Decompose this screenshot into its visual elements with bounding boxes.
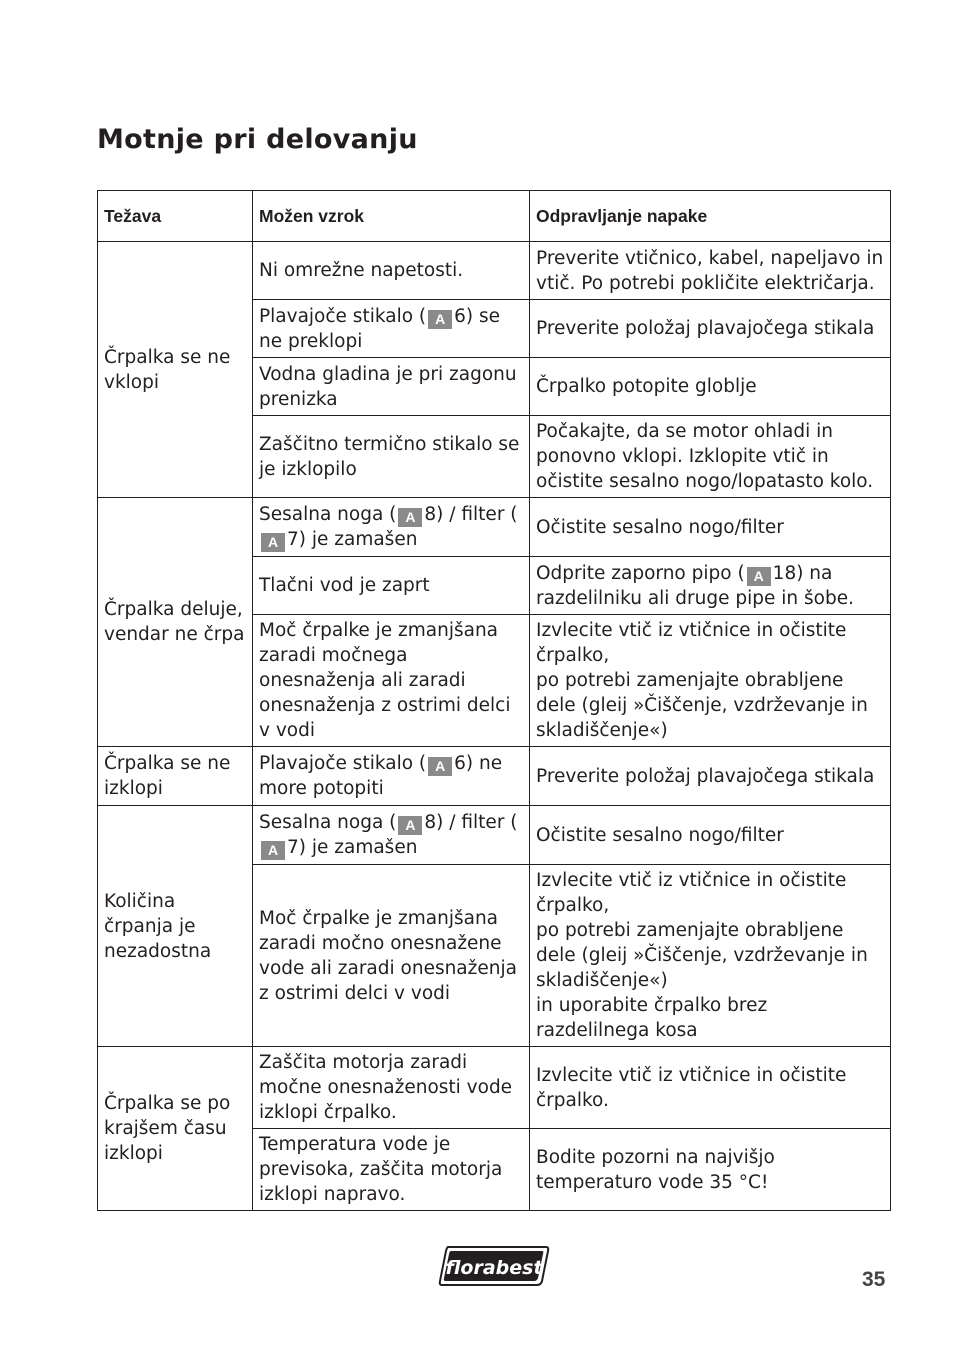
fix-text: Počakajte, da se motor ohladi in ponovno vklopi. Izklopite vtič in očistite sesalno nogo/lopatasto kolo. bbox=[536, 421, 874, 492]
fix-cell bbox=[530, 358, 891, 416]
figure-a-badge-icon: A bbox=[428, 757, 452, 776]
fix-cell bbox=[530, 557, 891, 615]
fix-text: in uporabite črpalko brez razdelilnega kosa bbox=[536, 995, 768, 1041]
table-header-row bbox=[98, 191, 891, 242]
fix-cell bbox=[530, 747, 891, 806]
fix-cell bbox=[530, 1129, 891, 1211]
page-title: Motnje pri delovanju bbox=[97, 124, 418, 155]
cause-text: Moč črpalke je zmanjšana zaradi močnega onesnaženja ali zaradi onesnaženja z ostrimi delci v vodi bbox=[259, 620, 511, 741]
fix-text: Očistite sesalno nogo/filter bbox=[536, 824, 784, 846]
figure-a-badge-icon: A bbox=[398, 816, 422, 835]
figure-a-badge-icon: A bbox=[261, 841, 285, 860]
fix-text: Preverite položaj plavajočega stikala bbox=[536, 318, 875, 339]
fix-text: Črpalko potopite globlje bbox=[536, 376, 757, 397]
cause-text: 8) / filter ( bbox=[424, 504, 518, 525]
cause-text: Tlačni vod je zaprt bbox=[259, 575, 430, 596]
fix-text: Bodite pozorni na najvišjo temperaturo vode 35 °C! bbox=[536, 1146, 775, 1193]
fix-cell bbox=[530, 300, 891, 358]
cause-text: Zaščitno termično stikalo se je izklopilo bbox=[259, 433, 520, 480]
problem-cell: Črpalka se ne izklopi bbox=[98, 747, 253, 806]
cause-text: 6) ne more potopiti bbox=[259, 753, 503, 799]
header-fix: Odpravljanje napake bbox=[530, 191, 891, 242]
figure-a-badge-icon: A bbox=[428, 310, 452, 329]
fix-cell bbox=[530, 498, 891, 557]
figure-a-badge-icon: A bbox=[747, 567, 771, 586]
cause-cell bbox=[253, 747, 530, 806]
cause-text: Sesalna noga ( bbox=[259, 504, 397, 525]
cause-text: Vodna gladina je pri zagonu prenizka bbox=[259, 363, 517, 410]
cause-cell bbox=[253, 557, 530, 615]
fix-text: Izvlecite vtič iz vtičnice in očistite črpalko, bbox=[536, 620, 847, 666]
problem-cell: Črpalka deluje, vendar ne črpa bbox=[98, 498, 253, 747]
cause-text: Moč črpalke je zmanjšana zaradi močno onesnažene vode ali zaradi onesnaženja z ostrimi delci v vodi bbox=[259, 907, 517, 1004]
fix-cell bbox=[530, 806, 891, 865]
florabest-logo bbox=[438, 1245, 550, 1287]
fix-text: Izvlecite vtič iz vtičnice in očistite črpalko, bbox=[536, 870, 847, 916]
problem-cell: Črpalka se po krajšem času izklopi bbox=[98, 1047, 253, 1211]
cause-text: Zaščita motorja zaradi močne onesnaženosti vode izklopi črpalko. bbox=[259, 1052, 513, 1123]
cause-text: 7) je zamašen bbox=[287, 837, 418, 858]
fix-text: Izvlecite vtič iz vtičnice in očistite črpalko. bbox=[536, 1064, 847, 1111]
cause-cell bbox=[253, 806, 530, 865]
fix-cell bbox=[530, 1047, 891, 1129]
fix-text: Očistite sesalno nogo/filter bbox=[536, 516, 784, 538]
table-row bbox=[98, 242, 891, 300]
fix-cell bbox=[530, 865, 891, 1047]
header-cause: Možen vzrok bbox=[253, 191, 530, 242]
figure-a-badge-icon: A bbox=[261, 533, 285, 552]
table-row bbox=[98, 1047, 891, 1129]
cause-text: 7) je zamašen bbox=[287, 529, 418, 550]
header-problem: Težava bbox=[98, 191, 253, 242]
fix-text: po potrebi zamenjajte obrabljene dele (gleij »Čiščenje, vzdrževanje in skladiščenje«) bbox=[536, 920, 868, 991]
fix-text: 18) na razdelilniku ali druge pipe in šobe. bbox=[536, 562, 854, 609]
cause-text: 8) / filter ( bbox=[424, 812, 518, 833]
cause-text: Plavajoče stikalo ( bbox=[259, 753, 427, 774]
logo-text: florabest bbox=[445, 1257, 543, 1279]
fix-cell bbox=[530, 242, 891, 300]
cause-text: Ni omrežne napetosti. bbox=[259, 260, 464, 281]
cause-cell bbox=[253, 358, 530, 416]
problem-cell: Količina črpanja je nezadostna bbox=[98, 806, 253, 1047]
fix-text: po potrebi zamenjajte obrabljene dele (gleij »Čiščenje, vzdrževanje in skladiščenje«) bbox=[536, 670, 868, 741]
table-row bbox=[98, 747, 891, 806]
cause-cell bbox=[253, 1047, 530, 1129]
cause-cell bbox=[253, 615, 530, 747]
cause-text: Plavajoče stikalo ( bbox=[259, 305, 427, 327]
problem-cell: Črpalka se ne vklopi bbox=[98, 242, 253, 498]
cause-cell bbox=[253, 865, 530, 1047]
fix-text: Odprite zaporno pipo ( bbox=[536, 562, 745, 584]
troubleshooting-table bbox=[97, 190, 891, 1211]
fix-cell bbox=[530, 615, 891, 747]
page-number: 35 bbox=[862, 1268, 886, 1291]
cause-cell bbox=[253, 416, 530, 498]
cause-cell bbox=[253, 1129, 530, 1211]
table-row bbox=[98, 498, 891, 557]
cause-text: Sesalna noga ( bbox=[259, 812, 397, 833]
cause-cell bbox=[253, 300, 530, 358]
cause-cell bbox=[253, 498, 530, 557]
fix-text: Preverite položaj plavajočega stikala bbox=[536, 765, 875, 787]
cause-text: Temperatura vode je previsoka, zaščita motorja izklopi napravo. bbox=[259, 1134, 503, 1205]
fix-cell bbox=[530, 416, 891, 498]
cause-text: 6) se ne preklopi bbox=[259, 305, 501, 352]
figure-a-badge-icon: A bbox=[398, 508, 422, 527]
fix-text: Preverite vtičnico, kabel, napeljavo in vtič. Po potrebi pokličite električarja. bbox=[536, 247, 884, 294]
table-row bbox=[98, 806, 891, 865]
cause-cell bbox=[253, 242, 530, 300]
